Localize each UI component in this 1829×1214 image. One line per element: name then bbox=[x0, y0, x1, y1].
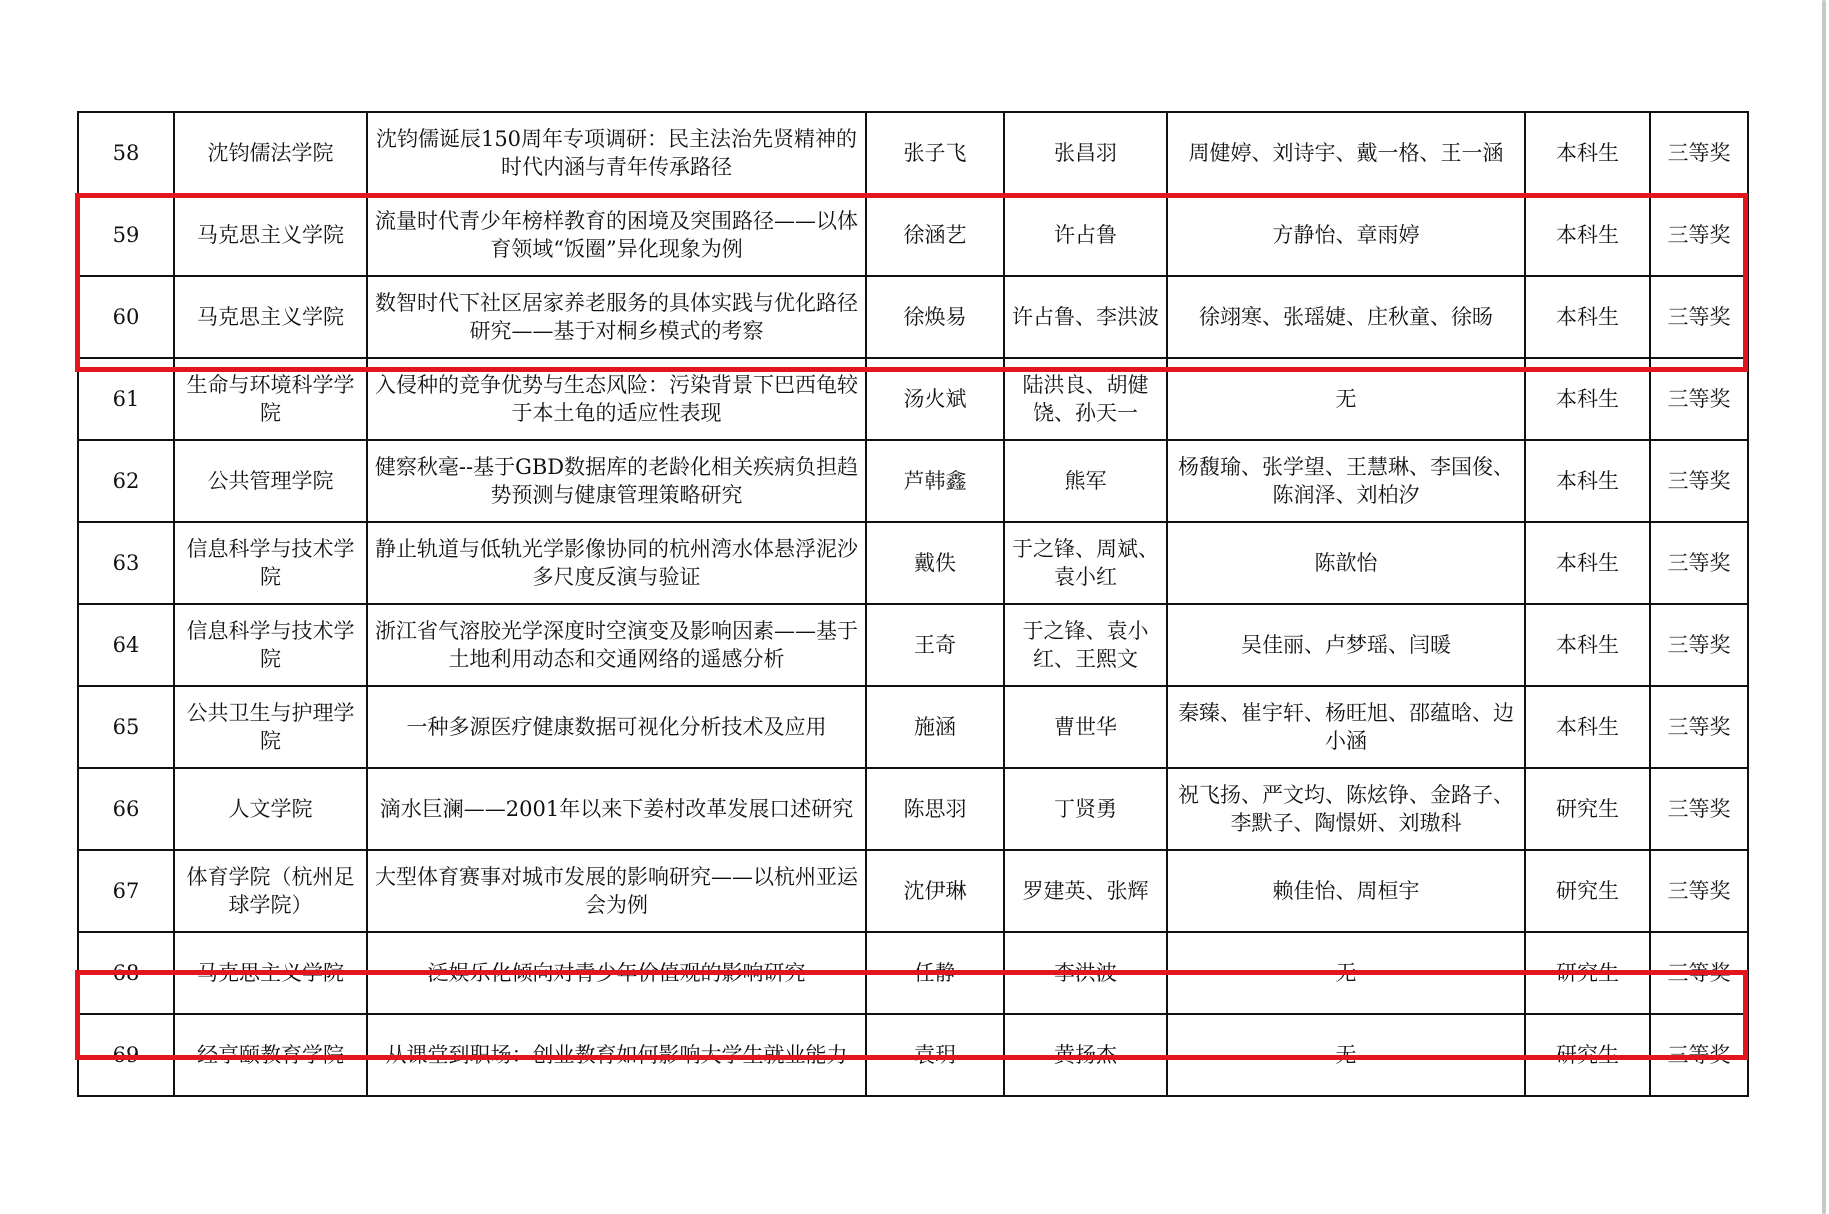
leader-cell: 徐涵艺 bbox=[866, 194, 1004, 276]
award-cell: 三等奖 bbox=[1650, 768, 1748, 850]
award-cell: 三等奖 bbox=[1650, 686, 1748, 768]
leader-cell: 陈思羽 bbox=[866, 768, 1004, 850]
level-cell: 本科生 bbox=[1525, 358, 1650, 440]
members-cell: 祝飞扬、严文均、陈炫铮、金路子、李默子、陶憬妍、刘璈科 bbox=[1167, 768, 1525, 850]
college-cell: 信息科学与技术学院 bbox=[174, 604, 367, 686]
row-number-cell: 61 bbox=[78, 358, 174, 440]
advisor-cell: 张昌羽 bbox=[1004, 112, 1167, 194]
row-number-cell: 62 bbox=[78, 440, 174, 522]
row-number-cell: 63 bbox=[78, 522, 174, 604]
project-title-cell: 泛娱乐化倾向对青少年价值观的影响研究 bbox=[367, 932, 866, 1014]
level-cell: 本科生 bbox=[1525, 194, 1650, 276]
advisor-cell: 罗建英、张辉 bbox=[1004, 850, 1167, 932]
members-cell: 秦臻、崔宇轩、杨旺旭、邵蕴晗、边小涵 bbox=[1167, 686, 1525, 768]
award-cell: 三等奖 bbox=[1650, 358, 1748, 440]
award-table bbox=[77, 111, 1749, 1097]
award-cell: 三等奖 bbox=[1650, 276, 1748, 358]
advisor-cell: 于之锋、袁小红、王熙文 bbox=[1004, 604, 1167, 686]
leader-cell: 芦韩鑫 bbox=[866, 440, 1004, 522]
award-cell: 三等奖 bbox=[1650, 850, 1748, 932]
advisor-cell: 曹世华 bbox=[1004, 686, 1167, 768]
members-cell: 无 bbox=[1167, 1014, 1525, 1096]
scrollbar-thumb[interactable] bbox=[1822, 0, 1826, 1214]
members-cell: 吴佳丽、卢梦瑶、闫暖 bbox=[1167, 604, 1525, 686]
advisor-cell: 于之锋、周斌、袁小红 bbox=[1004, 522, 1167, 604]
level-cell: 本科生 bbox=[1525, 604, 1650, 686]
college-cell: 经亨颐教育学院 bbox=[174, 1014, 367, 1096]
project-title-cell: 健察秋毫--基于GBD数据库的老龄化相关疾病负担趋势预测与健康管理策略研究 bbox=[367, 440, 866, 522]
level-cell: 本科生 bbox=[1525, 440, 1650, 522]
project-title-cell: 滴水巨澜——2001年以来下姜村改革发展口述研究 bbox=[367, 768, 866, 850]
row-number-cell: 58 bbox=[78, 112, 174, 194]
table-row bbox=[78, 112, 1748, 194]
level-cell: 研究生 bbox=[1525, 932, 1650, 1014]
table-row bbox=[78, 1014, 1748, 1096]
award-cell: 三等奖 bbox=[1650, 112, 1748, 194]
row-number-cell: 60 bbox=[78, 276, 174, 358]
members-cell: 徐翊寒、张瑶婕、庄秋童、徐旸 bbox=[1167, 276, 1525, 358]
award-cell: 三等奖 bbox=[1650, 604, 1748, 686]
table-row bbox=[78, 522, 1748, 604]
award-cell: 三等奖 bbox=[1650, 194, 1748, 276]
table-row bbox=[78, 686, 1748, 768]
advisor-cell: 陆洪良、胡健饶、孙天一 bbox=[1004, 358, 1167, 440]
table-row bbox=[78, 604, 1748, 686]
leader-cell: 徐焕易 bbox=[866, 276, 1004, 358]
award-cell: 三等奖 bbox=[1650, 932, 1748, 1014]
table-row bbox=[78, 768, 1748, 850]
table-row bbox=[78, 358, 1748, 440]
college-cell: 沈钧儒法学院 bbox=[174, 112, 367, 194]
project-title-cell: 浙江省气溶胶光学深度时空演变及影响因素——基于土地利用动态和交通网络的遥感分析 bbox=[367, 604, 866, 686]
college-cell: 公共卫生与护理学院 bbox=[174, 686, 367, 768]
college-cell: 马克思主义学院 bbox=[174, 276, 367, 358]
award-table-body bbox=[78, 112, 1748, 1096]
members-cell: 周健婷、刘诗宇、戴一格、王一涵 bbox=[1167, 112, 1525, 194]
row-number-cell: 65 bbox=[78, 686, 174, 768]
project-title-cell: 大型体育赛事对城市发展的影响研究——以杭州亚运会为例 bbox=[367, 850, 866, 932]
college-cell: 体育学院（杭州足球学院） bbox=[174, 850, 367, 932]
row-number-cell: 69 bbox=[78, 1014, 174, 1096]
level-cell: 本科生 bbox=[1525, 686, 1650, 768]
table-row bbox=[78, 850, 1748, 932]
college-cell: 公共管理学院 bbox=[174, 440, 367, 522]
project-title-cell: 沈钧儒诞辰150周年专项调研：民主法治先贤精神的时代内涵与青年传承路径 bbox=[367, 112, 866, 194]
members-cell: 赖佳怡、周桓宇 bbox=[1167, 850, 1525, 932]
members-cell: 杨馥瑜、张学望、王慧琳、李国俊、陈润泽、刘柏汐 bbox=[1167, 440, 1525, 522]
level-cell: 研究生 bbox=[1525, 850, 1650, 932]
award-cell: 三等奖 bbox=[1650, 440, 1748, 522]
table-row bbox=[78, 440, 1748, 522]
college-cell: 马克思主义学院 bbox=[174, 194, 367, 276]
college-cell: 信息科学与技术学院 bbox=[174, 522, 367, 604]
college-cell: 人文学院 bbox=[174, 768, 367, 850]
award-cell: 三等奖 bbox=[1650, 1014, 1748, 1096]
project-title-cell: 数智时代下社区居家养老服务的具体实践与优化路径研究——基于对桐乡模式的考察 bbox=[367, 276, 866, 358]
leader-cell: 汤火斌 bbox=[866, 358, 1004, 440]
project-title-cell: 入侵种的竞争优势与生态风险：污染背景下巴西龟较于本土龟的适应性表现 bbox=[367, 358, 866, 440]
row-number-cell: 68 bbox=[78, 932, 174, 1014]
row-number-cell: 59 bbox=[78, 194, 174, 276]
leader-cell: 袁玥 bbox=[866, 1014, 1004, 1096]
award-cell: 三等奖 bbox=[1650, 522, 1748, 604]
table-row bbox=[78, 276, 1748, 358]
row-number-cell: 67 bbox=[78, 850, 174, 932]
advisor-cell: 许占鲁 bbox=[1004, 194, 1167, 276]
row-number-cell: 66 bbox=[78, 768, 174, 850]
college-cell: 生命与环境科学学院 bbox=[174, 358, 367, 440]
row-number-cell: 64 bbox=[78, 604, 174, 686]
leader-cell: 张子飞 bbox=[866, 112, 1004, 194]
level-cell: 本科生 bbox=[1525, 112, 1650, 194]
advisor-cell: 熊军 bbox=[1004, 440, 1167, 522]
level-cell: 研究生 bbox=[1525, 768, 1650, 850]
members-cell: 无 bbox=[1167, 932, 1525, 1014]
leader-cell: 施涵 bbox=[866, 686, 1004, 768]
project-title-cell: 从课堂到职场：创业教育如何影响大学生就业能力 bbox=[367, 1014, 866, 1096]
scrollbar[interactable] bbox=[1815, 0, 1829, 1214]
project-title-cell: 流量时代青少年榜样教育的困境及突围路径——以体育领域“饭圈”异化现象为例 bbox=[367, 194, 866, 276]
advisor-cell: 许占鲁、李洪波 bbox=[1004, 276, 1167, 358]
table-row bbox=[78, 194, 1748, 276]
advisor-cell: 李洪波 bbox=[1004, 932, 1167, 1014]
level-cell: 本科生 bbox=[1525, 522, 1650, 604]
leader-cell: 沈伊琳 bbox=[866, 850, 1004, 932]
project-title-cell: 静止轨道与低轨光学影像协同的杭州湾水体悬浮泥沙多尺度反演与验证 bbox=[367, 522, 866, 604]
leader-cell: 王奇 bbox=[866, 604, 1004, 686]
members-cell: 陈歆怡 bbox=[1167, 522, 1525, 604]
leader-cell: 任静 bbox=[866, 932, 1004, 1014]
leader-cell: 戴佚 bbox=[866, 522, 1004, 604]
level-cell: 研究生 bbox=[1525, 1014, 1650, 1096]
members-cell: 无 bbox=[1167, 358, 1525, 440]
advisor-cell: 丁贤勇 bbox=[1004, 768, 1167, 850]
level-cell: 本科生 bbox=[1525, 276, 1650, 358]
members-cell: 方静怡、章雨婷 bbox=[1167, 194, 1525, 276]
project-title-cell: 一种多源医疗健康数据可视化分析技术及应用 bbox=[367, 686, 866, 768]
college-cell: 马克思主义学院 bbox=[174, 932, 367, 1014]
advisor-cell: 黄扬杰 bbox=[1004, 1014, 1167, 1096]
table-row bbox=[78, 932, 1748, 1014]
